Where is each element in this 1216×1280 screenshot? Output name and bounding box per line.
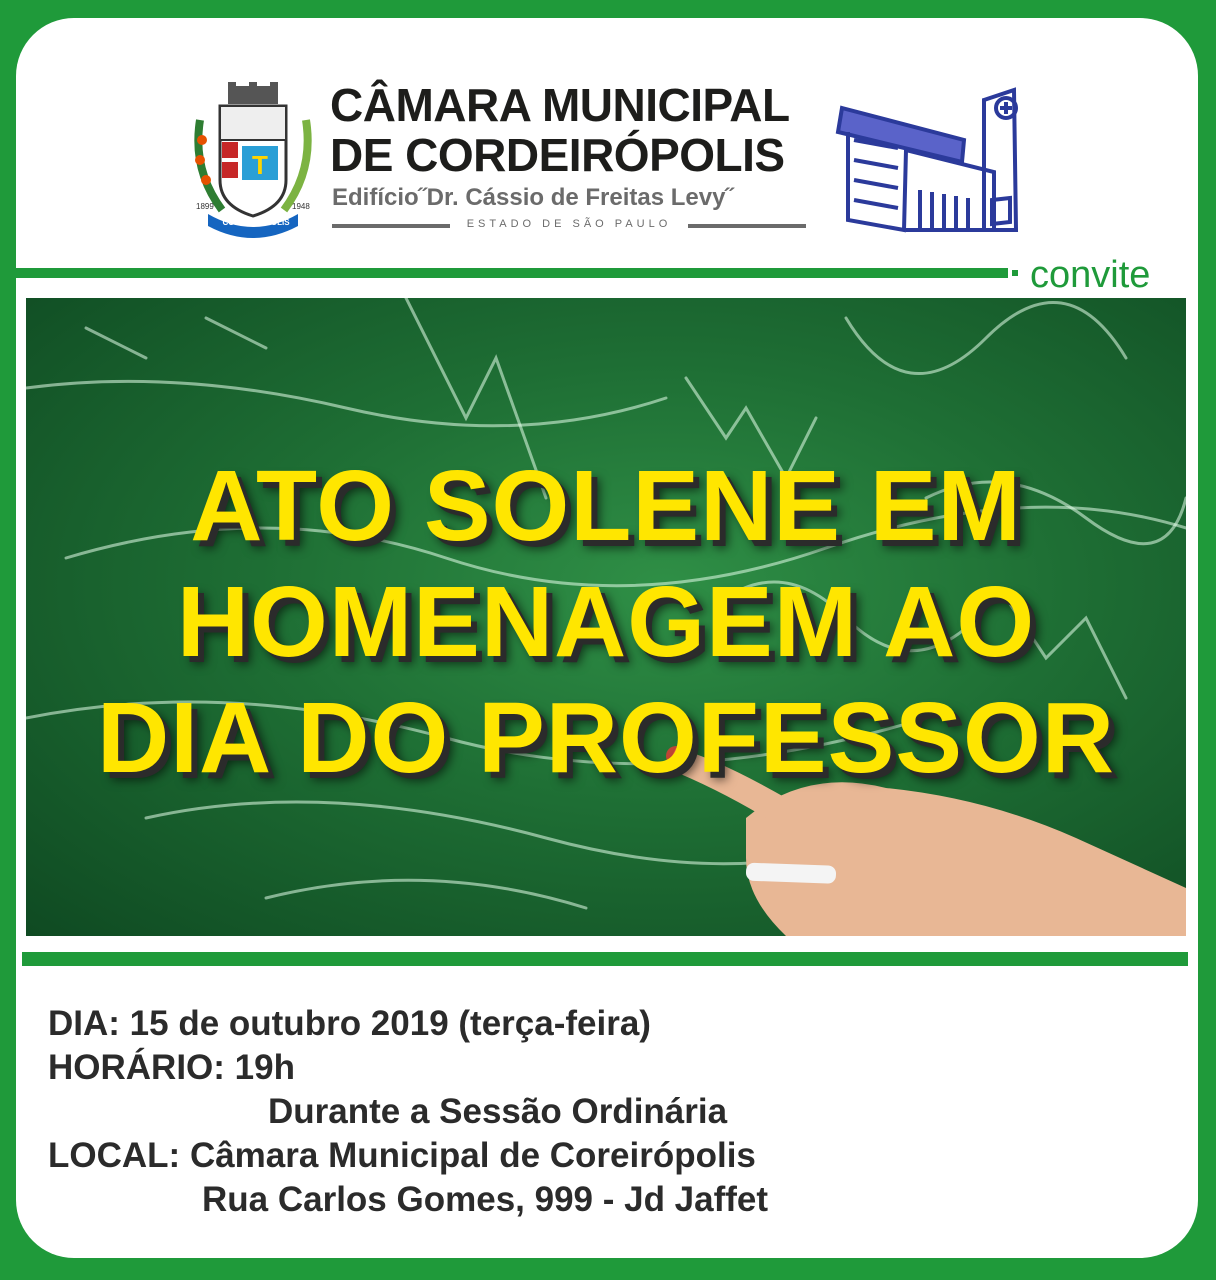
institution-title-line1: CÂMARA MUNICIPAL	[330, 79, 790, 131]
svg-text:T: T	[252, 150, 268, 180]
crest-city-label: CORDEIRÓPOLIS	[222, 218, 290, 227]
date-row	[48, 1004, 651, 1044]
divider-left	[332, 224, 450, 228]
headline-line: ATO SOLENE EM	[190, 450, 1022, 562]
date-label: DIA:	[48, 1004, 120, 1043]
location-value: Câmara Municipal de Coreirópolis	[189, 1136, 756, 1175]
headline	[26, 448, 1186, 796]
hero-banner	[26, 298, 1186, 936]
location-label: LOCAL:	[48, 1136, 181, 1175]
time-label: HORÁRIO:	[48, 1048, 225, 1087]
building-name: Edifício˝Dr. Cássio de Freitas Levy˝	[332, 184, 734, 211]
headline-line: HOMENAGEM AO	[176, 566, 1036, 678]
crest-year-left: 1899	[196, 202, 214, 211]
top-divider-end	[1012, 270, 1018, 276]
date-value: 15 de outubro 2019 (terça-feira)	[129, 1004, 651, 1043]
location-row	[48, 1136, 756, 1176]
time-value: 19h	[234, 1048, 295, 1087]
time-row	[48, 1048, 295, 1088]
state-label: ESTADO DE SÃO PAULO	[466, 218, 672, 230]
top-divider	[16, 268, 1008, 278]
building-logo-icon	[834, 80, 1034, 238]
bottom-divider	[22, 952, 1188, 966]
crest-year-right: 1948	[292, 202, 310, 211]
state-row	[332, 218, 806, 234]
institution-title-line2: DE CORDEIRÓPOLIS	[330, 129, 785, 181]
invitation-card	[16, 18, 1198, 1258]
invite-tag: convite	[1030, 254, 1151, 296]
location-address: Rua Carlos Gomes, 999 - Jd Jaffet	[202, 1180, 769, 1219]
headline-line: DIA DO PROFESSOR	[97, 682, 1115, 794]
session-note: Durante a Sessão Ordinária	[268, 1092, 728, 1131]
divider-right	[688, 224, 806, 228]
